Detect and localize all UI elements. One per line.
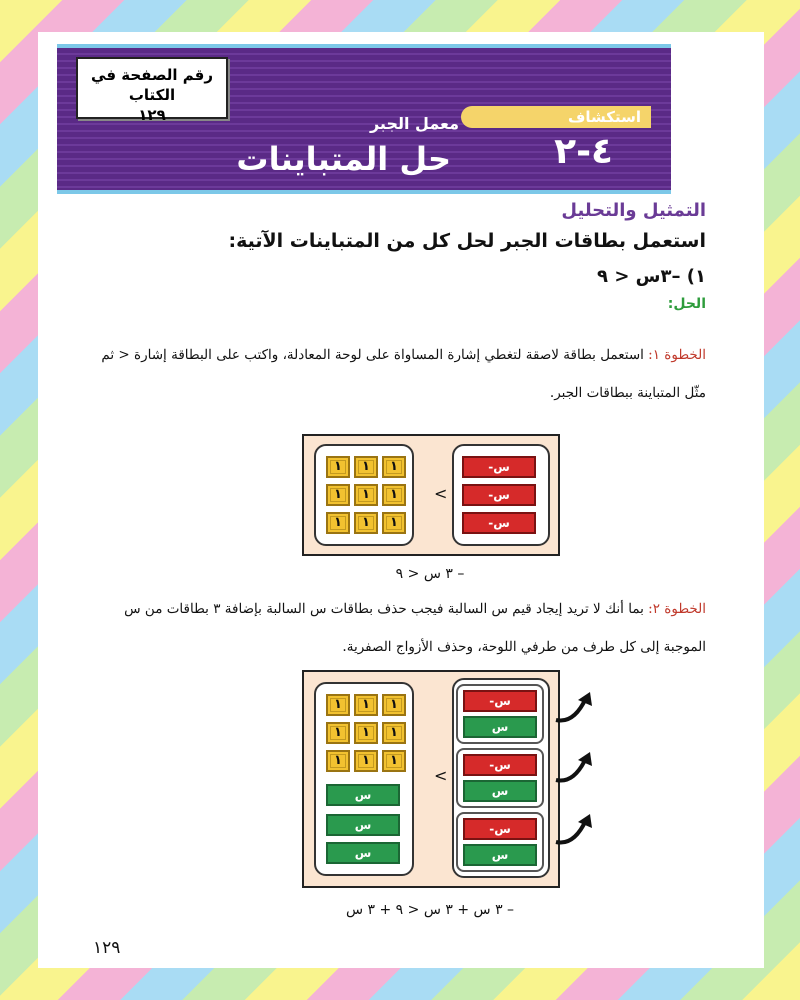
unit-tile: ١ xyxy=(382,484,406,506)
equation-mat-2 xyxy=(302,670,560,888)
unit-tile: ١ xyxy=(326,484,350,506)
unit-tile: ١ xyxy=(326,694,350,716)
step-1-text: استعمل بطاقة لاصقة لتغطي إشارة المساواة على لوحة المعادلة، واكتب على البطاقة إشارة < ثم مثّل المتباينة ببطاقات الجبر. xyxy=(101,347,706,401)
step-2-paragraph xyxy=(96,590,706,666)
step-1-paragraph xyxy=(96,336,706,412)
unit-tile: ١ xyxy=(326,750,350,772)
section-title: التمثيل والتحليل xyxy=(561,200,706,221)
page-number: ١٢٩ xyxy=(93,938,121,958)
zero-pair xyxy=(456,748,544,808)
less-than-sign: < xyxy=(434,766,448,785)
step-2-label: الخطوة ٢: xyxy=(648,601,706,617)
negative-x-tile: -س xyxy=(463,690,537,712)
equation-mat-1 xyxy=(302,434,560,556)
step-2-text: بما أنك لا تريد إيجاد قيم س السالبة فيجب حذف بطاقات س السالبة بإضافة ٣ بطاقات من س الموجبة إلى كل طرف من طرفي اللوحة، وحذف الأزواج الصفرية. xyxy=(124,601,706,655)
unit-tile: ١ xyxy=(354,750,378,772)
negative-x-tile: -س xyxy=(462,512,536,534)
unit-tile: ١ xyxy=(326,456,350,478)
negative-x-tile: -س xyxy=(463,818,537,840)
unit-tile: ١ xyxy=(354,484,378,506)
mat-2-left-side xyxy=(314,682,414,876)
page-number-box xyxy=(76,57,228,124)
remove-arrow-icon xyxy=(552,690,596,728)
caption-1: – ٣ س < ٩ xyxy=(395,566,465,582)
positive-x-tile: س xyxy=(326,784,400,806)
page-box-label: رقم الصفحة في الكتاب xyxy=(91,66,213,104)
unit-tile: ١ xyxy=(382,456,406,478)
remove-arrow-icon xyxy=(552,750,596,788)
mat-1-right-side xyxy=(452,444,550,546)
problem-1: ١) –٣س < ٩ xyxy=(597,266,706,287)
solution-label: الحل: xyxy=(667,296,706,312)
unit-tile: ١ xyxy=(354,722,378,744)
lesson-title: حل المتباينات xyxy=(236,140,451,178)
unit-tile: ١ xyxy=(382,694,406,716)
positive-x-tile: س xyxy=(326,842,400,864)
remove-arrow-icon xyxy=(552,812,596,850)
lesson-number: ٤-٢ xyxy=(554,131,613,172)
negative-x-tile: -س xyxy=(462,456,536,478)
zero-pair xyxy=(456,684,544,744)
step-1-label: الخطوة ١: xyxy=(648,347,706,363)
lab-name: معمل الجبر xyxy=(369,114,459,133)
lesson-banner xyxy=(57,44,671,194)
unit-tile: ١ xyxy=(326,512,350,534)
positive-x-tile: س xyxy=(463,780,537,802)
unit-tile: ١ xyxy=(354,694,378,716)
positive-x-tile: س xyxy=(326,814,400,836)
unit-tile: ١ xyxy=(326,722,350,744)
explore-label: استكشاف xyxy=(567,108,641,126)
unit-tile: ١ xyxy=(354,512,378,534)
unit-tile: ١ xyxy=(382,722,406,744)
zero-pair xyxy=(456,812,544,872)
less-than-sign: < xyxy=(434,484,448,503)
caption-2: – ٣ س + ٣ س < ٩ + ٣ س xyxy=(345,902,515,918)
unit-tile: ١ xyxy=(354,456,378,478)
mat-2-right-side xyxy=(452,678,550,878)
positive-x-tile: س xyxy=(463,844,537,866)
page-box-number: ١٢٩ xyxy=(138,106,166,124)
negative-x-tile: -س xyxy=(463,754,537,776)
mat-1-left-side xyxy=(314,444,414,546)
unit-tile: ١ xyxy=(382,512,406,534)
instruction: استعمل بطاقات الجبر لحل كل من المتباينات الآتية: xyxy=(228,230,706,252)
negative-x-tile: -س xyxy=(462,484,536,506)
unit-tile: ١ xyxy=(382,750,406,772)
positive-x-tile: س xyxy=(463,716,537,738)
